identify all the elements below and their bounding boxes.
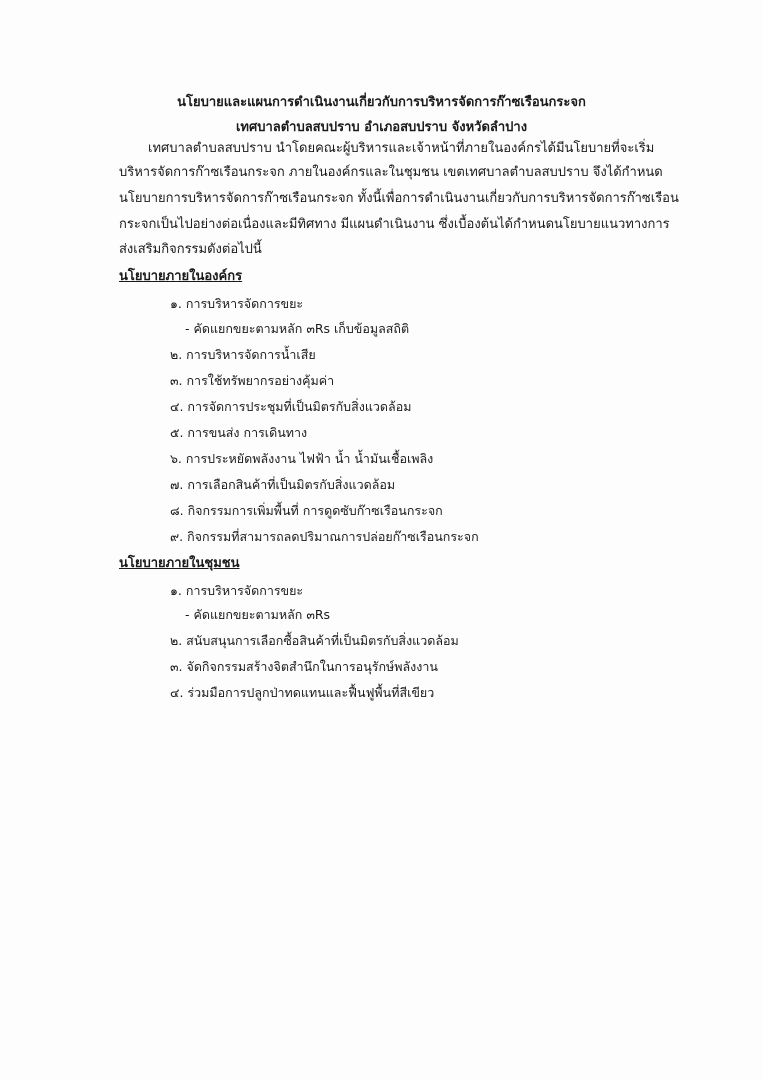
list-item: ๗. การเลือกสินค้าที่เป็นมิตรกับสิ่งแวดล้อม (170, 477, 396, 492)
intro-line: กระจกเป็นไปอย่างต่อเนื่องและมีทิศทาง มีแผนดำเนินงาน ซึ่งเบื้องต้นได้กำหนดนโยบายแนวทางการ (119, 217, 670, 232)
list-item: ๖. การประหยัดพลังงาน ไฟฟ้า น้ำ น้ำมันเชื้อเพลิง (170, 451, 434, 466)
list-subitem: - คัดแยกขยะตามหลัก ๓Rs (185, 607, 331, 622)
list-item: ๔. ร่วมมือการปลูกป่าทดแทนและฟื้นฟูพื้นที่สีเขียว (170, 685, 435, 700)
list-item: ๘. กิจกรรมการเพิ่มพื้นที่ การดูดซับก๊าซเรือนกระจก (170, 503, 443, 518)
intro-line: นโยบายการบริหารจัดการก๊าซเรือนกระจก ทั้งนี้เพื่อการดำเนินงานเกี่ยวกับการบริหารจัดการก๊าซเรือน (119, 191, 679, 206)
list-item: ๓. การใช้ทรัพยากรอย่างคุ้มค่า (170, 373, 335, 388)
document-subtitle: เทศบาลตำบลสบปราบ อำเภอสบปราบ จังหวัดลำปาง (235, 120, 528, 135)
intro-line: เทศบาลตำบลสบปราบ นำโดยคณะผู้บริหารและเจ้าหน้าที่ภายในองค์กรได้มีนโยบายที่จะเริ่ม (148, 141, 655, 156)
list-item: ๕. การขนส่ง การเดินทาง (170, 425, 308, 440)
document-title: นโยบายและแผนการดำเนินงานเกี่ยวกับการบริหารจัดการก๊าซเรือนกระจก (177, 95, 586, 110)
list-item: ๙. กิจกรรมที่สามารถลดปริมาณการปล่อยก๊าซเรือนกระจก (170, 529, 479, 544)
intro-line: ส่งเสริมกิจกรรมดังต่อไปนี้ (119, 242, 262, 257)
section-heading-internal: นโยบายภายในองค์กร (119, 269, 243, 284)
list-item: ๒. สนับสนุนการเลือกซื้อสินค้าที่เป็นมิตรกับสิ่งแวดล้อม (170, 633, 459, 648)
section-heading-community: นโยบายภายในชุมชน (119, 556, 240, 571)
list-item: ๑. การบริหารจัดการขยะ (170, 296, 304, 311)
list-item: ๓. จัดกิจกรรมสร้างจิตสำนึกในการอนุรักษ์พลังงาน (170, 659, 438, 674)
list-item: ๑. การบริหารจัดการขยะ (170, 583, 304, 598)
list-item: ๒. การบริหารจัดการน้ำเสีย (170, 347, 316, 362)
intro-line: บริหารจัดการก๊าซเรือนกระจก ภายในองค์กรและในชุมชน เขตเทศบาลตำบลสบปราบ จึงได้กำหนด (119, 165, 663, 180)
list-item: ๔. การจัดการประชุมที่เป็นมิตรกับสิ่งแวดล้อม (170, 399, 412, 414)
list-subitem: - คัดแยกขยะตามหลัก ๓Rs เก็บข้อมูลสถิติ (185, 321, 410, 336)
